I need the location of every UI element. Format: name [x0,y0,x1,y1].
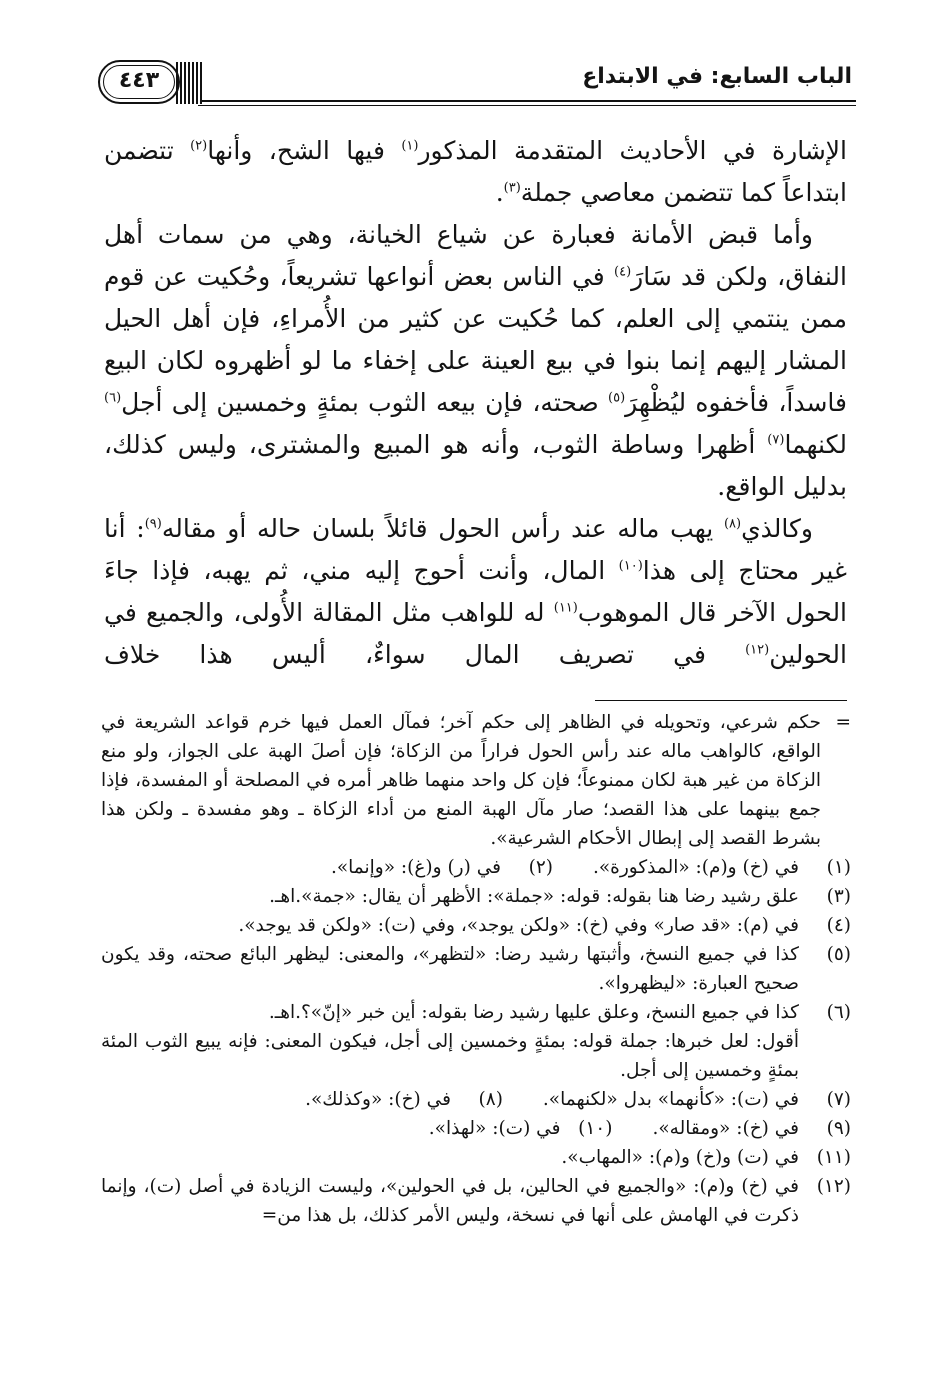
footnote-number: (١٠) [578,1118,613,1139]
footnote-number: (٨) [478,1089,503,1110]
page-number-badge [98,60,180,104]
footnote-8 [305,1085,503,1114]
footnote-number: (٤) [826,915,851,936]
chapter-title: الباب السابع: في الابتداع [582,64,852,89]
footnote-number: (١) [826,857,851,878]
footnote-row [101,1085,851,1114]
footnote-number: (٩) [826,1118,851,1139]
footnote-1 [593,853,851,882]
footnote-number: (٦) [826,1002,851,1023]
page-number: ٤٤٣ [118,68,160,93]
footnote-row [101,853,851,882]
footnote-text: في (خ): «ومقاله». [652,1118,799,1139]
footnote-text: في (م): «قد صار» وفي (خ): «ولكن يوجد»، وفي (ت): «ولكن قد يوجد». [238,915,799,936]
footnote-11 [101,1143,851,1172]
footnote-3 [101,882,851,911]
footnote-10 [429,1114,613,1143]
footnote-ref: (١٠) [618,558,643,574]
footnote-number: (٥) [826,944,851,965]
footnote-12 [101,1172,851,1230]
footnote-row [101,1114,851,1143]
footnote-number: (١٢) [816,1176,851,1197]
footnote-ref: (٢) [190,138,208,154]
footnote-separator [595,700,847,701]
header-rule [198,100,856,102]
footnote-ref: (٥) [608,390,626,406]
footnote-continuation [101,708,851,853]
main-text [104,130,847,676]
footnote-text: في (ت): «كأنهما» بدل «لكنهما». [542,1089,799,1110]
footnotes [101,708,851,1230]
footnote-number: (١١) [816,1147,851,1168]
footnote-text: كذا في جميع النسخ، وأثبتها رشيد رضا: «لتظهر»، والمعنى: ليظهر البائع صحته، وقد يكون صحيح العبارة: «ليظهروا». [101,944,799,994]
footnote-6 [101,998,851,1085]
continuation-mark: = [835,712,851,733]
footnote-ref: (٦) [104,390,122,406]
paragraph-1: الإشارة في الأحاديث المتقدمة المذكور$^{(١)}$ فيها الشح، وأنها$^{(٢)}$ تتضمن ابتداعاً كما تتضمن معاصي جملة$^{(٣)}$. [104,136,847,207]
footnote-text: كذا في جميع النسخ، وعلق عليها رشيد رضا بقوله: أين خبر «إنّ»؟.اهـ. [268,1002,799,1023]
footnote-text: في (خ) و(م): «والجميع في الحالين، بل في الحولين»، وليست الزيادة في أصل (ت)، وإنما ذكرت في الهامش على أنها في نسخة، وليس الأمر كذلك، بل هذا من= [101,1176,799,1226]
footnote-ref: (٩) [144,516,162,532]
footnote-2 [331,853,553,882]
footnote-ref: (٣) [503,180,521,196]
footnote-9 [652,1114,851,1143]
footnote-text: في (ت): «لهذا». [428,1118,561,1139]
footnote-ref: (٨) [723,516,742,532]
footnote-number: (٧) [826,1089,851,1110]
footnote-text: في (خ): «وكذلك». [305,1089,451,1110]
paragraph-3: وكالذي$^{(٨)}$ يهب ماله عند رأس الحول قائلاً بلسان حاله أو مقاله$^{(٩)}$: أنا غير محتاج إلى هذا$^{(١٠)}$ المال، وأنت أحوج إليه مني، ثم يهبه، فإذا جاءَ الحول الآخر قال الموهوب$^{(١١)}$ له للواهب مثل المقالة الأُولى، والجميع في الحولين$^{(١٢)}$ في تصريف المال سواءٌ، أليس هذا خلاف [104,514,848,669]
footnote-ref: (١١) [553,600,578,616]
footnote-text: في (ت) و(خ) و(م): «المهاب». [561,1147,799,1168]
footnote-7 [543,1085,851,1114]
footnote-text: علق رشيد رضا هنا بقوله: قوله: «جملة»: الأظهر أن يقال: «جمة».اهـ. [269,886,799,907]
footnote-ref: (١٢) [745,642,770,658]
footnote-ref: (٤) [614,264,632,280]
paragraph-2: وأما قبض الأمانة فعبارة عن شياع الخيانة، وهي من سمات أهل النفاق، ولكن قد سَارَ$^{(٤)}$ في الناس بعض أنواعها تشريعاً، وحُكيت عن قوم ممن ينتمي إلى العلم، كما حُكيت عن كثير من الأُمراءِ، فإن أهل الحيل المشار إليهم إنما بنوا في بيع العينة على إخفاء ما لو أظهروه لكان البيع فاسداً، فأخفوه ليُظْهِرَ$^{(٥)}$ صحته، فإن بيعه الثوب بمئةٍ وخمسين إلى أجل$^{(٦)}$ لكنهما$^{(٧)}$ أظهرا وساطة الثوب، وأنه هو المبيع والمشترى، وليس كذلك، بدليل الواقع. [104,220,847,501]
footnote-number: (٢) [528,857,553,878]
footnote-number: (٣) [826,886,851,907]
footnote-4 [101,911,851,940]
footnote-5 [101,940,851,998]
footnote-text: في (ر) و(غ): «وإنما». [330,857,501,878]
footnote-text: في (خ) و(م): «المذكورة». [592,857,799,878]
footnote-text: حكم شرعي، وتحويله في الظاهر إلى حكم آخر؛ فمآل العمل فيها خرم قواعد الشريعة في الواقع، كالواهب ماله عند رأس الحول فراراً من الزكاة؛ فإن أصلَ الهبة على الجواز، ولو منع الزكاة من غير هبة لكان ممنوعاً؛ فإن كل واحد منهما ظاهر أمره في المصلحة أو المفسدة، فإذا جمع بينهما على هذا القصد؛ صار مآل الهبة المنع من أداء الزكاة ـ وهو مفسدة ـ ولكن هذا بشرط القصد إلى إبطال الأحكام الشرعية». [101,712,821,849]
footnote-ref: (٧) [767,432,785,448]
footnote-text: أقول: لعل خبرها: جملة قوله: بمئةٍ وخمسين إلى أجل، فيكون المعنى: فإنه يبيع الثوب المئة بمئةٍ وخمسين إلى أجل. [101,1031,799,1081]
running-header [98,58,856,108]
footnote-ref: (١) [401,138,419,154]
header-rule-thin [198,105,856,106]
